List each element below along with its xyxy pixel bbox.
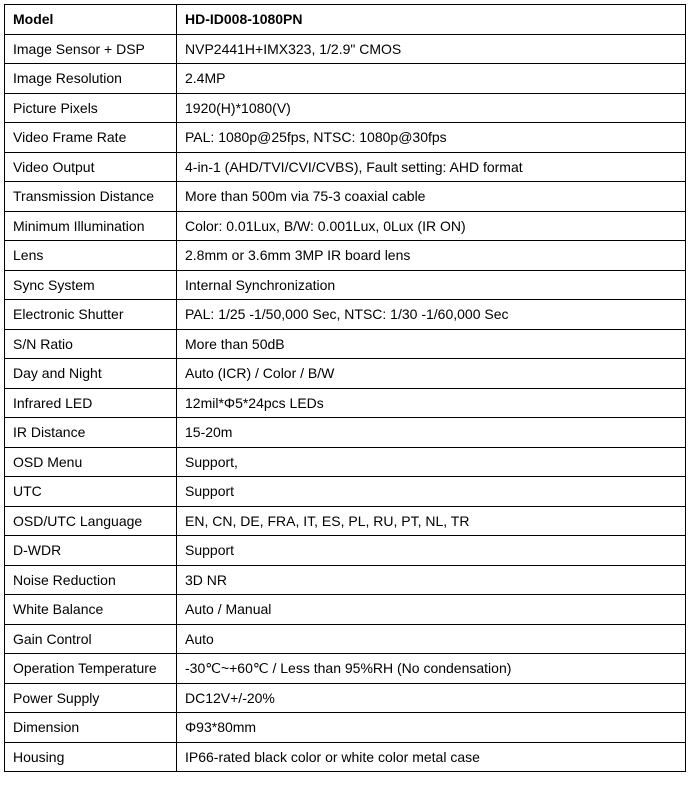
row-value-cell: Internal Synchronization bbox=[177, 270, 686, 300]
table-row bbox=[5, 123, 686, 153]
row-value-cell: Support, bbox=[177, 447, 686, 477]
row-label-cell: Video Frame Rate bbox=[5, 123, 177, 153]
table-row bbox=[5, 64, 686, 94]
spec-table bbox=[4, 4, 686, 772]
row-label-cell: Power Supply bbox=[5, 683, 177, 713]
table-row bbox=[5, 34, 686, 64]
table-row bbox=[5, 388, 686, 418]
row-label-cell: D-WDR bbox=[5, 536, 177, 566]
row-label-cell: Transmission Distance bbox=[5, 182, 177, 212]
row-label-cell: UTC bbox=[5, 477, 177, 507]
table-row bbox=[5, 418, 686, 448]
row-value-cell: Φ93*80mm bbox=[177, 713, 686, 743]
row-value-cell: DC12V+/-20% bbox=[177, 683, 686, 713]
row-label-cell: Minimum Illumination bbox=[5, 211, 177, 241]
row-label-cell: Video Output bbox=[5, 152, 177, 182]
row-value-cell: 2.4MP bbox=[177, 64, 686, 94]
row-value-cell: 15-20m bbox=[177, 418, 686, 448]
row-label-cell: Gain Control bbox=[5, 624, 177, 654]
table-row bbox=[5, 742, 686, 772]
row-value-cell: PAL: 1080p@25fps, NTSC: 1080p@30fps bbox=[177, 123, 686, 153]
table-row bbox=[5, 477, 686, 507]
table-row bbox=[5, 654, 686, 684]
table-row bbox=[5, 536, 686, 566]
row-value-cell: Auto bbox=[177, 624, 686, 654]
row-label-cell: OSD/UTC Language bbox=[5, 506, 177, 536]
row-value-cell: 1920(H)*1080(V) bbox=[177, 93, 686, 123]
row-value-cell: 12mil*Φ5*24pcs LEDs bbox=[177, 388, 686, 418]
row-label-cell: Sync System bbox=[5, 270, 177, 300]
row-value-cell: 3D NR bbox=[177, 565, 686, 595]
row-label-cell: Dimension bbox=[5, 713, 177, 743]
row-label-cell: Day and Night bbox=[5, 359, 177, 389]
header-label-cell: Model bbox=[5, 5, 177, 35]
row-value-cell: -30℃~+60℃ / Less than 95%RH (No condensation) bbox=[177, 654, 686, 684]
row-label-cell: Image Sensor + DSP bbox=[5, 34, 177, 64]
table-row bbox=[5, 93, 686, 123]
spec-table-body bbox=[5, 5, 686, 772]
row-value-cell: PAL: 1/25 -1/50,000 Sec, NTSC: 1/30 -1/60,000 Sec bbox=[177, 300, 686, 330]
table-header-row bbox=[5, 5, 686, 35]
table-row bbox=[5, 506, 686, 536]
row-label-cell: Picture Pixels bbox=[5, 93, 177, 123]
row-value-cell: EN, CN, DE, FRA, IT, ES, PL, RU, PT, NL, TR bbox=[177, 506, 686, 536]
row-label-cell: Housing bbox=[5, 742, 177, 772]
row-label-cell: Image Resolution bbox=[5, 64, 177, 94]
row-label-cell: Infrared LED bbox=[5, 388, 177, 418]
table-row bbox=[5, 300, 686, 330]
row-value-cell: Color: 0.01Lux, B/W: 0.001Lux, 0Lux (IR ON) bbox=[177, 211, 686, 241]
row-value-cell: Support bbox=[177, 477, 686, 507]
table-row bbox=[5, 595, 686, 625]
row-label-cell: OSD Menu bbox=[5, 447, 177, 477]
row-value-cell: More than 500m via 75-3 coaxial cable bbox=[177, 182, 686, 212]
row-label-cell: Noise Reduction bbox=[5, 565, 177, 595]
row-value-cell: Support bbox=[177, 536, 686, 566]
row-value-cell: IP66-rated black color or white color metal case bbox=[177, 742, 686, 772]
row-value-cell: NVP2441H+IMX323, 1/2.9" CMOS bbox=[177, 34, 686, 64]
row-label-cell: White Balance bbox=[5, 595, 177, 625]
table-row bbox=[5, 329, 686, 359]
row-label-cell: Lens bbox=[5, 241, 177, 271]
row-value-cell: More than 50dB bbox=[177, 329, 686, 359]
table-row bbox=[5, 713, 686, 743]
row-label-cell: S/N Ratio bbox=[5, 329, 177, 359]
table-row bbox=[5, 683, 686, 713]
table-row bbox=[5, 565, 686, 595]
table-row bbox=[5, 359, 686, 389]
row-label-cell: Operation Temperature bbox=[5, 654, 177, 684]
table-row bbox=[5, 241, 686, 271]
table-row bbox=[5, 270, 686, 300]
header-value-cell: HD-ID008-1080PN bbox=[177, 5, 686, 35]
row-value-cell: Auto / Manual bbox=[177, 595, 686, 625]
row-label-cell: IR Distance bbox=[5, 418, 177, 448]
row-value-cell: 4-in-1 (AHD/TVI/CVI/CVBS), Fault setting: AHD format bbox=[177, 152, 686, 182]
table-row bbox=[5, 182, 686, 212]
row-value-cell: 2.8mm or 3.6mm 3MP IR board lens bbox=[177, 241, 686, 271]
row-value-cell: Auto (ICR) / Color / B/W bbox=[177, 359, 686, 389]
table-row bbox=[5, 152, 686, 182]
row-label-cell: Electronic Shutter bbox=[5, 300, 177, 330]
table-row bbox=[5, 211, 686, 241]
table-row bbox=[5, 624, 686, 654]
table-row bbox=[5, 447, 686, 477]
